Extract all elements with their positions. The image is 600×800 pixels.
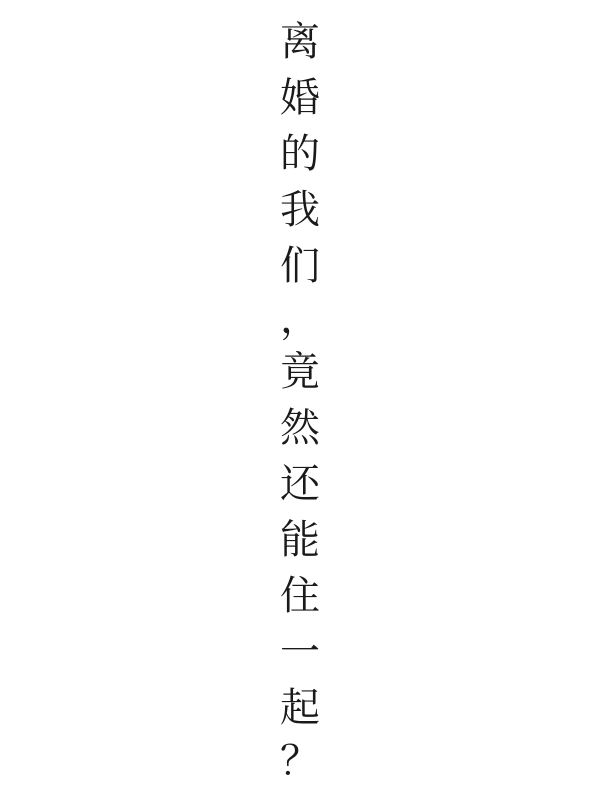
title-character: 婚: [280, 75, 320, 121]
title-character: 我: [280, 187, 320, 233]
title-character: 的: [280, 131, 320, 177]
title-character: 起: [280, 685, 320, 731]
title-character: 离: [280, 19, 320, 65]
title-character: 竟: [280, 349, 320, 395]
title-character: 们: [280, 243, 320, 289]
title-character: 然: [280, 405, 320, 451]
title-character: 住: [280, 573, 320, 619]
title-character: 还: [280, 461, 320, 507]
title-character-comma: ，: [280, 296, 320, 342]
title-character: 能: [280, 517, 320, 563]
title-character-question-mark: ？: [280, 738, 320, 784]
title-character: 一: [280, 629, 320, 675]
